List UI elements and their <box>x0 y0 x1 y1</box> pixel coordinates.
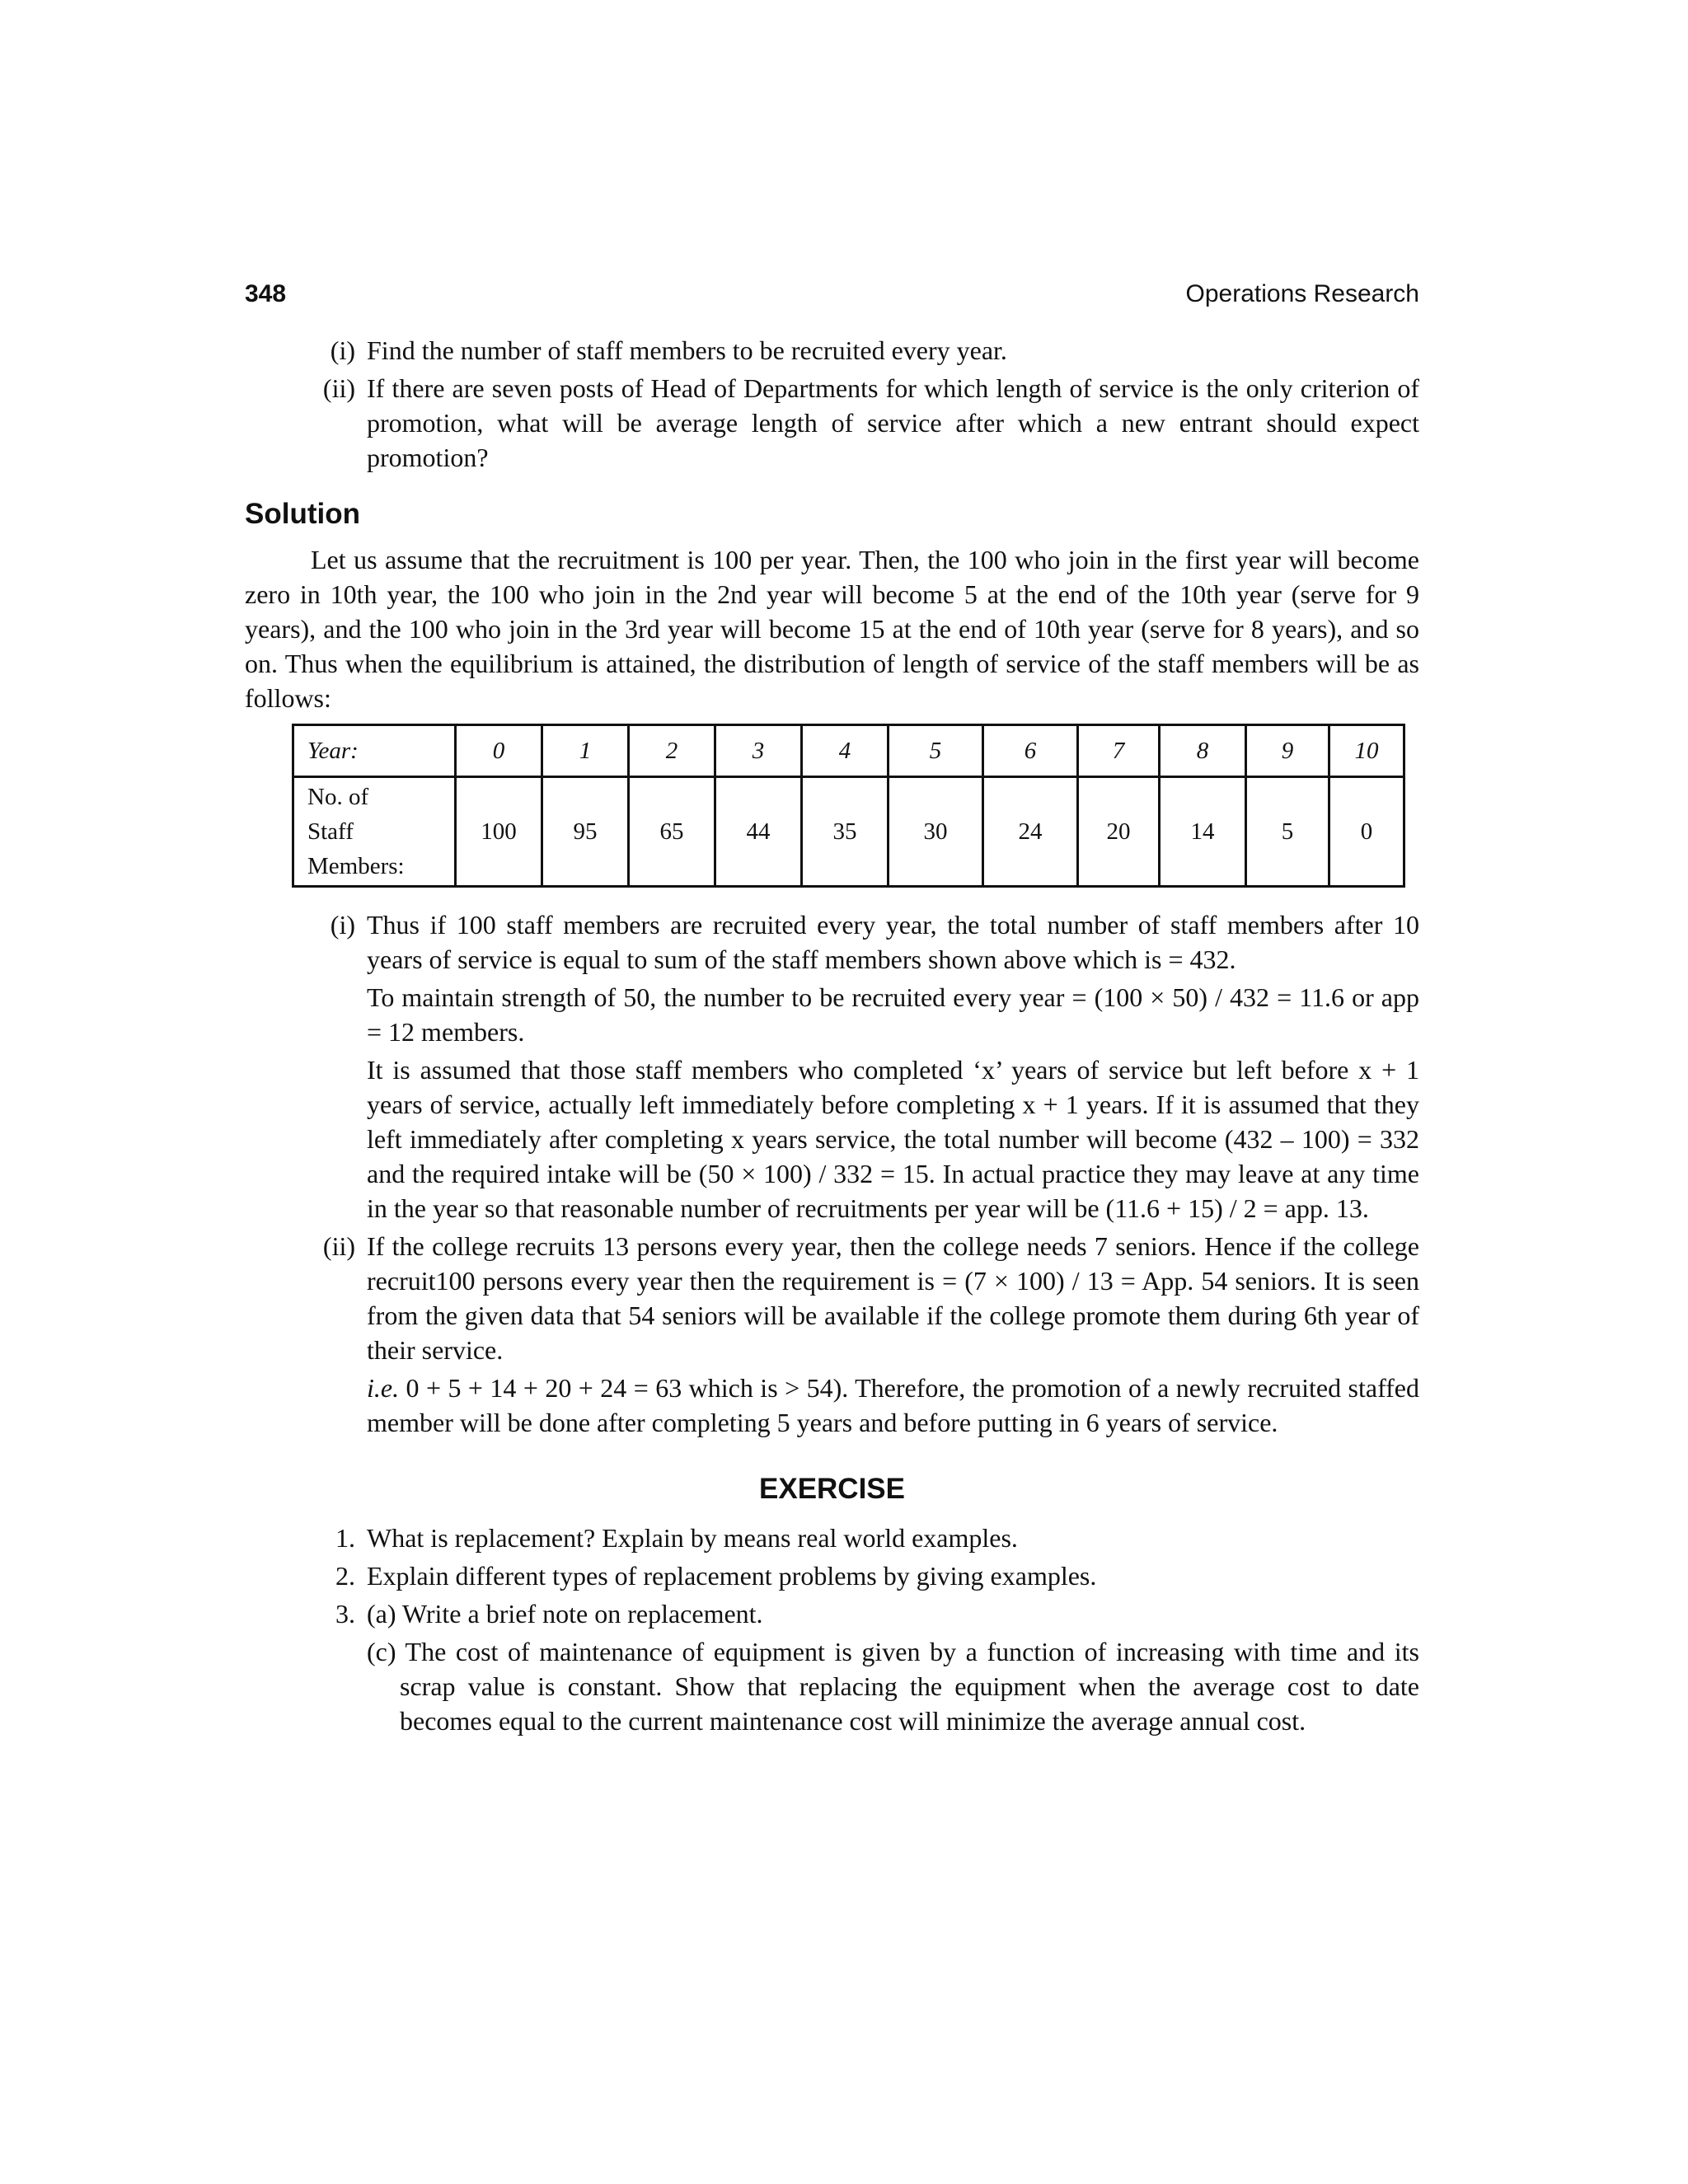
table-cell: 6 <box>983 725 1078 777</box>
exercise-text: Explain different types of replacement problems by giving examples. <box>367 1561 1097 1591</box>
exercise-heading: EXERCISE <box>759 1473 905 1505</box>
answer-item-i <box>245 907 1419 1226</box>
table-cell: 5 <box>1246 777 1329 887</box>
exercise-number: 1. <box>335 1523 355 1553</box>
page-number: 348 <box>245 280 287 307</box>
running-header <box>245 280 1419 308</box>
table-cell: 5 <box>889 725 983 777</box>
table-cell: 35 <box>802 777 889 887</box>
item-label: (ii) <box>322 1231 355 1261</box>
table-cell: 10 <box>1329 725 1404 777</box>
table-cell: 8 <box>1160 725 1246 777</box>
table-cell: 20 <box>1078 777 1160 887</box>
answer-paragraph: If the college recruits 13 persons every year, then the college needs 7 seniors. Hence if the college recruit100 persons every year then the requirement is = (7 × 100) / 13 = App. 54 seniors. It is seen from the given data that 54 seniors will be available if the college promote them during 6th year of their service. <box>367 1231 1419 1365</box>
answer-paragraph: It is assumed that those staff members who completed ‘x’ years of service but left before x + 1 years of service, actually left immediately before completing x + 1 years. If it is assumed that they left immediately after completing x years service, the total number will become (432 – 100) = 332 and the required intake will be (50 × 100) / 332 = 15. In actual practice they may leave at any time in the year so that reasonable number of recruitments per year will be (11.6 + 15) / 2 = app. 13. <box>367 1055 1419 1223</box>
exercise-3c-text: (c) The cost of maintenance of equipment is given by a function of increasing with time and its scrap value is constant. Show that replacing the equipment when the average cost to date becomes equal to the current maintenance cost will minimize the average annual cost. <box>367 1637 1419 1736</box>
item-label: (ii) <box>322 373 355 403</box>
table-cell: 4 <box>802 725 889 777</box>
solution-paragraph: Let us assume that the recruitment is 100 per year. Then, the 100 who join in the first year will become zero in 10th year, the 100 who join in the 2nd year will become 5 at the end of the 10th year (serve for 9 years), and the 100 who join in the 3rd year will become 15 at the end of 10th year (serve for 8 years), and so on. Thus when the equilibrium is attained, the distribution of length of service of the staff members will be as follows: <box>245 545 1419 713</box>
label-line: Staff <box>307 818 354 845</box>
table-cell: 1 <box>542 725 629 777</box>
table-cell: 100 <box>456 777 542 887</box>
table-cell: 9 <box>1246 725 1329 777</box>
item-label: (i) <box>330 910 355 940</box>
item-text: Find the number of staff members to be recruited every year. <box>367 335 1007 365</box>
table-cell: 30 <box>889 777 983 887</box>
item-body <box>367 1229 1419 1440</box>
exercise-text: What is replacement? Explain by means real world examples. <box>367 1523 1018 1553</box>
table-row-year <box>293 725 1404 777</box>
table-row-members <box>293 777 1404 887</box>
item-text: If there are seven posts of Head of Departments for which length of service is the only criterion of promotion, what will be average length of service after which a new entrant should expect promotion? <box>367 373 1419 472</box>
table-cell: 24 <box>983 777 1078 887</box>
service-distribution-table <box>292 724 1405 888</box>
question-item-ii <box>245 371 1419 475</box>
table-cell: 3 <box>715 725 802 777</box>
table-cell: 95 <box>542 777 629 887</box>
page <box>245 280 1419 1738</box>
table-cell: 0 <box>1329 777 1404 887</box>
table-cell: 0 <box>456 725 542 777</box>
question-item-i <box>245 333 1419 368</box>
exercise-item-1 <box>245 1521 1419 1555</box>
label-line: No. of <box>307 784 369 810</box>
answer-paragraph: To maintain strength of 50, the number to be recruited every year = (100 × 50) / 432 = 11.6 or app = 12 members. <box>367 982 1419 1047</box>
table-cell: 2 <box>629 725 715 777</box>
ie-abbrev: i.e. <box>367 1373 400 1403</box>
answer-paragraph <box>367 1371 1419 1440</box>
item-body <box>367 907 1419 1226</box>
table-cell: 65 <box>629 777 715 887</box>
solution-heading: Solution <box>245 498 360 530</box>
answer-item-ii <box>245 1229 1419 1440</box>
label-line: Members: <box>307 853 405 879</box>
exercise-number: 2. <box>335 1561 355 1591</box>
exercise-item-2 <box>245 1558 1419 1593</box>
exercise-text: (a) Write a brief note on replacement. <box>367 1599 763 1629</box>
answer-paragraph: Thus if 100 staff members are recruited every year, the total number of staff members after 10 years of service is equal to sum of the staff members shown above which is = 432. <box>367 910 1419 974</box>
table-cell: 7 <box>1078 725 1160 777</box>
exercise-item-3 <box>245 1596 1419 1631</box>
table-cell: 44 <box>715 777 802 887</box>
book-title: Operations Research <box>1185 280 1419 307</box>
table-cell-year-label: Year: <box>293 725 456 777</box>
answer-text: 0 + 5 + 14 + 20 + 24 = 63 which is > 54). Therefore, the promotion of a newly recruited staffed member will be done after completing 5 years and before putting in 6 years of service. <box>367 1373 1419 1437</box>
item-label: (i) <box>330 335 355 365</box>
exercise-number: 3. <box>335 1599 355 1629</box>
table-cell: 14 <box>1160 777 1246 887</box>
table-cell-members-label <box>293 777 456 887</box>
